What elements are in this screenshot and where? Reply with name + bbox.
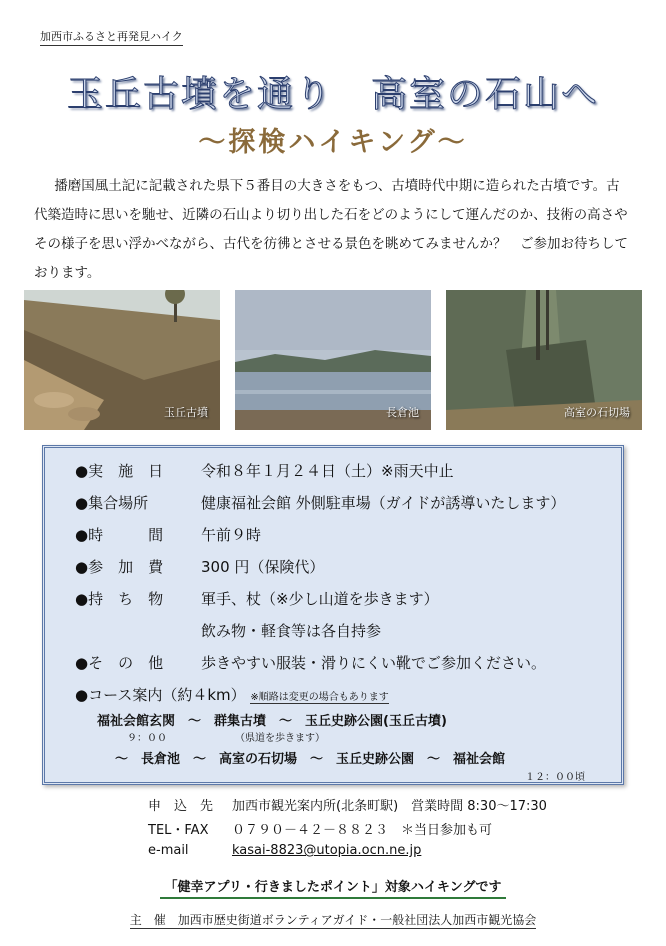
course-note: ※順路は変更の場合もあります [250, 692, 389, 703]
photo-tamaoka-kofun [24, 290, 220, 430]
route-line-2: 〜 長倉池 〜 高室の石切場 〜 玉丘史跡公園 〜 福祉会館 [115, 752, 506, 767]
date-label: ●実 施 日 [75, 462, 164, 480]
apply-value: 加西市観光案内所(北条町駅) 営業時間 8:30〜17:30 [232, 799, 547, 814]
route-note: （県道を歩きます） [235, 733, 325, 744]
intro-text: 播磨国風土記に記載された県下５番目の大きさをもつ、古墳時代中期に造られた古墳です。古代築造時に思いを馳せ、近隣の石山より切り出した石をどのようにして運んだのか、技術の高さやその様子を思い浮かべながら、古代を彷彿とさせる景色を眺めてみませんか？ ご参加お待ちしております。 [34, 178, 628, 281]
tel-label: TEL・FAX [148, 823, 209, 838]
date-value: 令和８年１月２４日（土）※雨天中止 [201, 462, 454, 480]
tel-value: ０７９０－４２－８８２３ ＊当日参加も可 [232, 823, 493, 838]
photo-takamuro-quarry [446, 290, 642, 430]
other-value: 歩きやすい服装・滑りにくい靴でご参加ください。 [201, 654, 547, 672]
route-end-time: １２：００頃 [525, 772, 585, 783]
items-value-2: 飲み物・軽食等は各自持参 [201, 622, 382, 640]
course-label: ●コース案内（約４km） [75, 686, 246, 704]
email-label: e-mail [148, 843, 189, 858]
app-points-notice [0, 876, 666, 895]
fee-value: 300 円（保険代） [201, 558, 325, 576]
time-value: 午前９時 [201, 526, 262, 544]
meeting-place-label: ●集合場所 [75, 494, 149, 512]
series-tag: 加西市ふるさと再発見ハイク [40, 28, 183, 46]
email-link[interactable]: kasai-8823@utopia.ocn.ne.jp [232, 843, 422, 858]
fee-label: ●参 加 費 [75, 558, 164, 576]
main-title: 玉丘古墳を通り 高室の石山へ [66, 74, 599, 115]
photo-nagakura-pond [235, 290, 431, 430]
sponsor [0, 911, 666, 928]
items-label: ●持 ち 物 [75, 590, 164, 608]
photo-caption: 長倉池 [386, 406, 419, 419]
notice-text: 「健幸アプリ・行きましたポイント」対象ハイキングです [160, 880, 505, 899]
course-row [75, 684, 389, 706]
photo-caption: 玉丘古墳 [164, 406, 208, 419]
sponsor-text: 主 催 加西市歴史街道ボランティアガイド・一般社団法人加西市観光協会 [129, 913, 537, 927]
items-value: 軍手、杖（※少し山道を歩きます） [201, 590, 439, 608]
subtitle: 〜探検ハイキング〜 [198, 127, 468, 158]
meeting-place-value: 健康福祉会館 外側駐車場（ガイドが誘導いたします） [201, 494, 566, 512]
photo-caption: 高室の石切場 [564, 406, 630, 419]
event-details-box [42, 445, 624, 785]
time-label: ●時 間 [75, 526, 164, 544]
photo-strip [24, 290, 642, 430]
apply-label: 申 込 先 [148, 799, 214, 814]
other-label: ●そ の 他 [75, 654, 164, 672]
route-start-time: ９：００ [127, 733, 167, 744]
route-line-1: 福祉会館玄関 〜 群集古墳 〜 玉丘史跡公園(玉丘古墳) [97, 714, 447, 729]
